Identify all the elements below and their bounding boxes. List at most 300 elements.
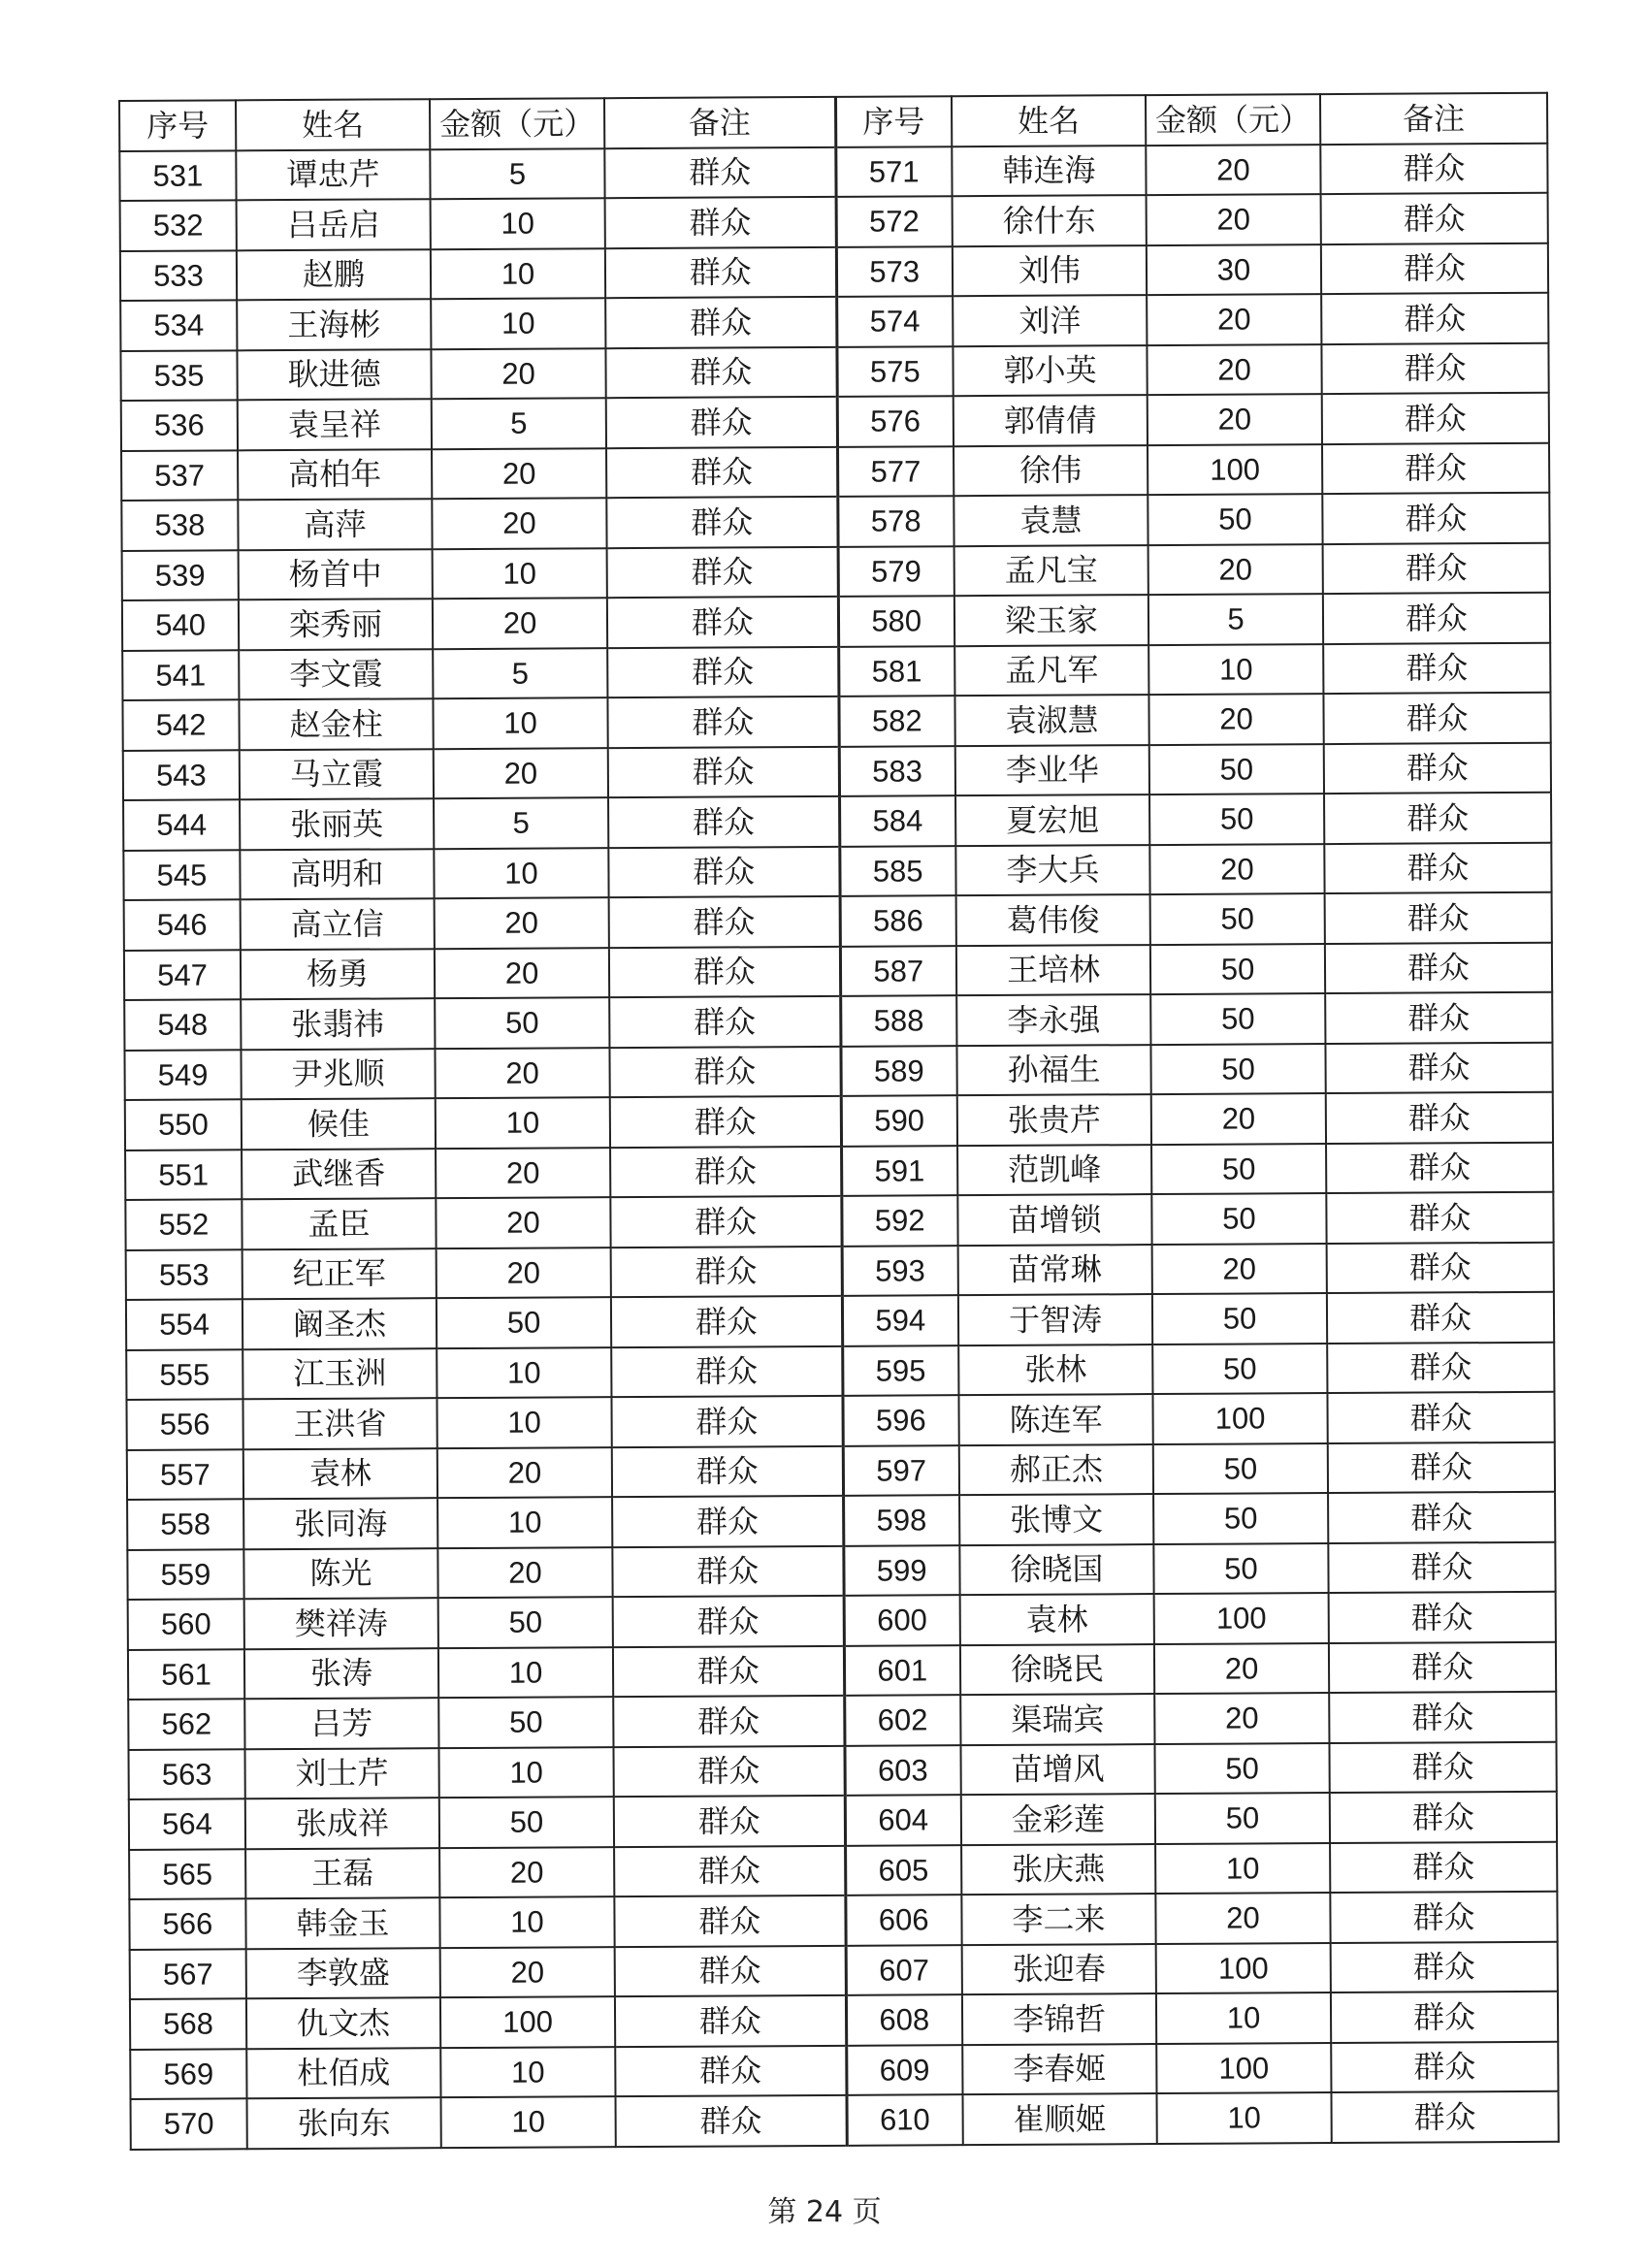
table-row xyxy=(124,992,1552,1051)
remark-cell: 群众 xyxy=(1321,293,1548,344)
amount-cell: 10 xyxy=(1148,644,1323,696)
remark-cell: 群众 xyxy=(1322,393,1549,444)
amount-cell: 50 xyxy=(438,1597,613,1648)
amount-cell: 20 xyxy=(1152,1244,1327,1295)
name-cell: 陈连军 xyxy=(958,1394,1152,1445)
name-cell: 张丽英 xyxy=(240,798,434,850)
serial-number-cell: 570 xyxy=(131,2098,247,2149)
serial-number-cell: 582 xyxy=(838,696,954,746)
remark-cell: 群众 xyxy=(1322,442,1549,494)
amount-cell: 20 xyxy=(435,897,609,949)
name-cell: 刘洋 xyxy=(953,295,1147,346)
serial-number-cell: 587 xyxy=(840,946,956,996)
remark-cell: 群众 xyxy=(609,1046,840,1097)
table-row xyxy=(124,1042,1552,1100)
name-cell: 李锦哲 xyxy=(962,1993,1156,2045)
serial-number-cell: 564 xyxy=(129,1798,245,1849)
remark-cell: 群众 xyxy=(614,1796,845,1847)
name-cell: 李二来 xyxy=(961,1894,1155,1945)
name-cell: 苗增风 xyxy=(960,1744,1154,1796)
name-cell: 苗增锁 xyxy=(957,1194,1151,1246)
table-row xyxy=(122,542,1550,600)
remark-cell: 群众 xyxy=(605,246,836,298)
name-cell: 张林 xyxy=(958,1345,1152,1396)
serial-number-cell: 538 xyxy=(121,500,238,550)
amount-cell: 50 xyxy=(439,1797,614,1848)
serial-number-cell: 566 xyxy=(129,1898,245,1949)
amount-cell: 10 xyxy=(431,298,605,349)
table-row xyxy=(125,1092,1553,1150)
amount-cell: 20 xyxy=(432,448,606,500)
remark-cell: 群众 xyxy=(615,1995,846,2047)
serial-number-cell: 591 xyxy=(841,1146,957,1196)
name-cell: 栾秀丽 xyxy=(239,599,433,650)
amount-cell: 50 xyxy=(1150,993,1325,1045)
amount-cell: 10 xyxy=(438,1747,613,1798)
name-cell: 张同海 xyxy=(243,1498,437,1549)
header-cell: 备注 xyxy=(1320,93,1547,145)
remark-cell: 群众 xyxy=(605,346,836,398)
serial-number-cell: 603 xyxy=(844,1745,960,1796)
remark-cell: 群众 xyxy=(1320,143,1547,194)
remark-cell: 群众 xyxy=(1323,542,1550,594)
remark-cell: 群众 xyxy=(1323,593,1550,644)
remark-cell: 群众 xyxy=(1330,1841,1557,1893)
table-row xyxy=(120,193,1548,251)
serial-number-cell: 580 xyxy=(838,596,954,646)
name-cell: 徐什东 xyxy=(953,195,1147,246)
serial-number-cell: 552 xyxy=(125,1199,242,1249)
table-row xyxy=(131,2091,1559,2150)
serial-number-cell: 560 xyxy=(128,1599,244,1649)
amount-cell: 20 xyxy=(1151,1093,1326,1145)
header-cell: 姓名 xyxy=(952,95,1146,146)
remark-cell: 群众 xyxy=(1325,992,1552,1044)
header-cell: 金额（元） xyxy=(430,98,604,149)
amount-cell: 20 xyxy=(440,1947,615,1998)
amount-cell: 30 xyxy=(1147,244,1321,296)
serial-number-cell: 609 xyxy=(846,2045,962,2095)
amount-cell: 20 xyxy=(431,348,605,400)
name-cell: 张贵芹 xyxy=(957,1094,1151,1146)
remark-cell: 群众 xyxy=(1327,1392,1554,1443)
table-header-row xyxy=(119,93,1547,151)
remark-cell: 群众 xyxy=(1329,1641,1556,1693)
header-cell: 序号 xyxy=(119,100,236,150)
amount-cell: 100 xyxy=(1148,444,1322,496)
name-cell: 马立霞 xyxy=(240,749,434,800)
amount-cell: 20 xyxy=(1155,1893,1330,1944)
amount-cell: 20 xyxy=(435,948,609,999)
serial-number-cell: 588 xyxy=(840,995,956,1046)
serial-number-cell: 558 xyxy=(127,1499,243,1549)
serial-number-cell: 575 xyxy=(836,346,953,397)
table-row xyxy=(128,1741,1556,1799)
serial-number-cell: 567 xyxy=(130,1949,246,1999)
name-cell: 高柏年 xyxy=(238,449,432,501)
serial-number-cell: 599 xyxy=(843,1545,959,1596)
remark-cell: 群众 xyxy=(612,1545,843,1597)
amount-cell: 50 xyxy=(1151,1144,1326,1195)
remark-cell: 群众 xyxy=(613,1696,844,1747)
name-cell: 王洪省 xyxy=(242,1398,436,1449)
name-cell: 赵金柱 xyxy=(239,698,433,750)
remark-cell: 群众 xyxy=(606,446,837,498)
serial-number-cell: 601 xyxy=(844,1645,960,1696)
serial-number-cell: 559 xyxy=(127,1549,243,1600)
remark-cell: 群众 xyxy=(614,1895,845,1947)
serial-number-cell: 531 xyxy=(119,150,236,201)
name-cell: 李大兵 xyxy=(955,845,1149,896)
remark-cell: 群众 xyxy=(607,646,838,697)
table-row xyxy=(130,1992,1558,2050)
amount-cell: 10 xyxy=(437,1497,612,1548)
name-cell: 赵鹏 xyxy=(237,249,431,301)
name-cell: 王海彬 xyxy=(237,299,431,350)
remark-cell: 群众 xyxy=(611,1345,842,1397)
amount-cell: 10 xyxy=(1156,2092,1331,2144)
name-cell: 樊祥涛 xyxy=(244,1598,438,1649)
remark-cell: 群众 xyxy=(606,397,837,448)
serial-number-cell: 539 xyxy=(122,550,239,600)
serial-number-cell: 563 xyxy=(128,1749,244,1799)
serial-number-cell: 536 xyxy=(121,400,238,450)
amount-cell: 10 xyxy=(431,248,605,300)
name-cell: 候佳 xyxy=(242,1098,436,1150)
table-row xyxy=(126,1292,1554,1350)
serial-number-cell: 533 xyxy=(120,250,237,301)
name-cell: 杨首中 xyxy=(239,549,433,600)
amount-cell: 10 xyxy=(433,697,607,749)
amount-cell: 50 xyxy=(1149,794,1324,845)
table-row xyxy=(122,693,1550,751)
remark-cell: 群众 xyxy=(608,746,839,797)
amount-cell: 20 xyxy=(437,1447,612,1499)
serial-number-cell: 557 xyxy=(127,1449,243,1500)
serial-number-cell: 569 xyxy=(130,2049,246,2099)
remark-cell: 群众 xyxy=(1321,342,1548,394)
amount-cell: 50 xyxy=(438,1697,613,1748)
amount-cell: 5 xyxy=(1148,594,1323,645)
remark-cell: 群众 xyxy=(1323,693,1550,744)
remark-cell: 群众 xyxy=(612,1445,843,1497)
remark-cell: 群众 xyxy=(1325,892,1552,944)
table-row xyxy=(121,493,1549,551)
amount-cell: 50 xyxy=(1150,1044,1325,1095)
serial-number-cell: 565 xyxy=(129,1849,245,1899)
amount-cell: 10 xyxy=(1155,1843,1330,1895)
name-cell: 苗常琳 xyxy=(958,1245,1152,1296)
name-cell: 王培林 xyxy=(956,945,1150,996)
table-row xyxy=(124,942,1552,1000)
amount-cell: 10 xyxy=(436,1397,611,1448)
remark-cell: 群众 xyxy=(604,146,835,198)
amount-cell: 10 xyxy=(434,848,608,899)
name-cell: 徐晓国 xyxy=(959,1544,1153,1596)
serial-number-cell: 545 xyxy=(123,850,240,900)
remark-cell: 群众 xyxy=(1324,793,1551,844)
amount-cell: 20 xyxy=(436,1247,611,1299)
remark-cell: 群众 xyxy=(613,1596,844,1647)
amount-cell: 50 xyxy=(1150,944,1325,995)
serial-number-cell: 581 xyxy=(838,646,954,697)
header-cell: 金额（元） xyxy=(1146,94,1320,146)
table-row xyxy=(125,1142,1553,1200)
name-cell: 武继香 xyxy=(242,1149,436,1200)
amount-cell: 20 xyxy=(432,498,606,549)
remark-cell: 群众 xyxy=(608,846,839,897)
remark-cell: 群众 xyxy=(611,1396,842,1447)
name-cell: 李文霞 xyxy=(239,649,433,700)
name-cell: 张翡祎 xyxy=(241,998,435,1050)
amount-cell: 20 xyxy=(1154,1643,1329,1695)
table-row xyxy=(127,1442,1555,1500)
table-row xyxy=(123,793,1551,851)
name-cell: 杜佰成 xyxy=(246,2048,440,2099)
amount-cell: 10 xyxy=(440,2047,615,2098)
name-cell: 袁林 xyxy=(960,1594,1154,1645)
table-row xyxy=(119,143,1547,201)
table-row xyxy=(130,2041,1558,2099)
amount-cell: 20 xyxy=(1147,294,1321,345)
remark-cell: 群众 xyxy=(610,1096,841,1148)
name-cell: 陈光 xyxy=(243,1548,437,1600)
amount-cell: 20 xyxy=(1149,844,1324,895)
name-cell: 张涛 xyxy=(244,1648,438,1700)
table-row xyxy=(129,1792,1557,1850)
amount-cell: 20 xyxy=(433,598,607,649)
remark-cell: 群众 xyxy=(1325,1042,1552,1093)
amount-cell: 50 xyxy=(1149,744,1324,795)
remark-cell: 群众 xyxy=(1328,1492,1555,1543)
name-cell: 张向东 xyxy=(247,2097,441,2149)
amount-cell: 10 xyxy=(441,2096,616,2148)
amount-cell: 20 xyxy=(439,1847,614,1898)
amount-cell: 50 xyxy=(1151,1193,1326,1245)
table-row xyxy=(129,1841,1557,1899)
name-cell: 江玉洲 xyxy=(242,1348,436,1400)
table-row xyxy=(121,393,1549,451)
serial-number-cell: 585 xyxy=(839,846,955,896)
name-cell: 郭小英 xyxy=(953,345,1147,397)
donation-list-sheet xyxy=(118,92,1558,2151)
table-row xyxy=(124,892,1552,951)
table-row xyxy=(125,1192,1553,1250)
serial-number-cell: 593 xyxy=(842,1246,958,1296)
name-cell: 高明和 xyxy=(240,849,434,900)
serial-number-cell: 556 xyxy=(126,1399,242,1449)
remark-cell: 群众 xyxy=(609,996,840,1048)
name-cell: 夏宏旭 xyxy=(955,794,1149,846)
name-cell: 张迎春 xyxy=(962,1944,1156,1995)
name-cell: 袁慧 xyxy=(954,495,1148,546)
amount-cell: 50 xyxy=(1148,494,1322,545)
name-cell: 王磊 xyxy=(245,1848,439,1899)
name-cell: 高立信 xyxy=(241,898,435,950)
amount-cell: 5 xyxy=(432,398,606,449)
name-cell: 金彩莲 xyxy=(961,1794,1155,1845)
serial-number-cell: 610 xyxy=(846,2094,962,2145)
serial-number-cell: 546 xyxy=(124,899,241,950)
name-cell: 阚圣杰 xyxy=(242,1298,436,1349)
serial-number-cell: 606 xyxy=(845,1895,961,1945)
serial-number-cell: 577 xyxy=(837,446,954,497)
donation-table xyxy=(118,92,1560,2151)
remark-cell: 群众 xyxy=(1329,1692,1556,1743)
table-row xyxy=(127,1541,1555,1600)
amount-cell: 50 xyxy=(435,997,609,1049)
name-cell: 徐晓民 xyxy=(960,1644,1154,1696)
name-cell: 葛伟俊 xyxy=(956,894,1150,946)
amount-cell: 5 xyxy=(433,648,607,699)
remark-cell: 群众 xyxy=(605,297,836,348)
remark-cell: 群众 xyxy=(607,697,838,748)
remark-cell: 群众 xyxy=(609,946,840,997)
amount-cell: 10 xyxy=(439,1896,614,1948)
serial-number-cell: 579 xyxy=(838,546,954,597)
name-cell: 徐伟 xyxy=(954,445,1148,497)
name-cell: 韩金玉 xyxy=(245,1897,439,1949)
serial-number-cell: 595 xyxy=(842,1345,958,1396)
name-cell: 纪正军 xyxy=(242,1248,436,1300)
serial-number-cell: 535 xyxy=(120,350,237,401)
amount-cell: 20 xyxy=(436,1197,610,1248)
name-cell: 崔顺姬 xyxy=(962,2093,1156,2145)
remark-cell: 群众 xyxy=(1324,742,1551,794)
page-number: 第 24 页 xyxy=(767,2195,882,2229)
table-row xyxy=(122,642,1550,700)
amount-cell: 5 xyxy=(434,797,608,849)
serial-number-cell: 605 xyxy=(845,1845,961,1895)
serial-number-cell: 602 xyxy=(844,1695,960,1745)
amount-cell: 50 xyxy=(1154,1743,1329,1795)
amount-cell: 100 xyxy=(1154,1593,1329,1644)
name-cell: 仇文杰 xyxy=(246,1997,440,2049)
remark-cell: 群众 xyxy=(1326,1142,1553,1193)
serial-number-cell: 590 xyxy=(841,1095,957,1146)
serial-number-cell: 543 xyxy=(123,750,240,800)
name-cell: 李敦盛 xyxy=(246,1948,440,1999)
name-cell: 孟凡宝 xyxy=(954,545,1148,597)
serial-number-cell: 542 xyxy=(122,699,239,750)
name-cell: 耿进德 xyxy=(237,349,431,401)
remark-cell: 群众 xyxy=(613,1745,844,1797)
serial-number-cell: 598 xyxy=(843,1495,959,1545)
serial-number-cell: 562 xyxy=(128,1699,244,1749)
serial-number-cell: 576 xyxy=(837,396,954,446)
serial-number-cell: 537 xyxy=(121,450,238,501)
amount-cell: 10 xyxy=(1156,1993,1331,2044)
remark-cell: 群众 xyxy=(613,1645,844,1697)
amount-cell: 20 xyxy=(436,1148,610,1199)
amount-cell: 20 xyxy=(434,748,608,799)
serial-number-cell: 555 xyxy=(126,1349,242,1400)
amount-cell: 50 xyxy=(1153,1543,1328,1595)
amount-cell: 20 xyxy=(1148,544,1323,596)
remark-cell: 群众 xyxy=(607,546,838,598)
amount-cell: 20 xyxy=(1148,694,1323,745)
serial-number-cell: 532 xyxy=(120,200,237,250)
table-row xyxy=(126,1392,1554,1450)
serial-number-cell: 544 xyxy=(123,799,240,850)
serial-number-cell: 554 xyxy=(126,1299,242,1349)
serial-number-cell: 596 xyxy=(842,1395,958,1445)
table-row xyxy=(129,1892,1557,1950)
serial-number-cell: 583 xyxy=(839,746,955,796)
name-cell: 郭倩倩 xyxy=(954,395,1148,446)
serial-number-cell: 568 xyxy=(130,1998,246,2049)
serial-number-cell: 551 xyxy=(125,1150,242,1200)
amount-cell: 100 xyxy=(1156,1943,1331,1994)
serial-number-cell: 584 xyxy=(839,795,955,846)
name-cell: 袁林 xyxy=(243,1448,437,1500)
name-cell: 袁淑慧 xyxy=(954,695,1148,746)
remark-cell: 群众 xyxy=(614,1845,845,1896)
amount-cell: 10 xyxy=(436,1097,610,1149)
name-cell: 韩连海 xyxy=(952,146,1146,197)
serial-number-cell: 540 xyxy=(122,599,239,650)
name-cell: 梁玉家 xyxy=(954,595,1148,646)
remark-cell: 群众 xyxy=(1331,1992,1558,2043)
name-cell: 刘伟 xyxy=(953,245,1147,297)
table-row xyxy=(126,1242,1554,1300)
amount-cell: 10 xyxy=(438,1647,613,1699)
remark-cell: 群众 xyxy=(615,1945,846,1996)
remark-cell: 群众 xyxy=(1331,1941,1558,1993)
amount-cell: 20 xyxy=(1147,344,1321,396)
name-cell: 孙福生 xyxy=(956,1045,1150,1096)
serial-number-cell: 586 xyxy=(840,895,956,946)
serial-number-cell: 597 xyxy=(843,1445,959,1496)
name-cell: 高萍 xyxy=(238,499,432,550)
serial-number-cell: 534 xyxy=(120,300,237,350)
remark-cell: 群众 xyxy=(1328,1442,1555,1493)
serial-number-cell: 561 xyxy=(128,1649,244,1700)
table-row xyxy=(127,1492,1555,1550)
table-row xyxy=(128,1692,1556,1750)
remark-cell: 群众 xyxy=(1322,493,1549,544)
remark-cell: 群众 xyxy=(1323,642,1550,694)
remark-cell: 群众 xyxy=(1329,1741,1556,1793)
amount-cell: 100 xyxy=(1152,1393,1327,1444)
remark-cell: 群众 xyxy=(1325,942,1552,993)
amount-cell: 50 xyxy=(1153,1443,1328,1495)
amount-cell: 20 xyxy=(1148,394,1322,445)
serial-number-cell: 578 xyxy=(837,496,954,546)
serial-number-cell: 571 xyxy=(835,146,952,197)
name-cell: 李春姬 xyxy=(962,2044,1156,2095)
serial-number-cell: 589 xyxy=(840,1046,956,1096)
remark-cell: 群众 xyxy=(612,1496,843,1547)
table-row xyxy=(123,842,1551,900)
name-cell: 杨勇 xyxy=(241,949,435,1000)
remark-cell: 群众 xyxy=(1324,842,1551,893)
remark-cell: 群众 xyxy=(1329,1592,1556,1643)
name-cell: 袁呈祥 xyxy=(238,399,432,450)
name-cell: 张庆燕 xyxy=(961,1844,1155,1895)
name-cell: 孟凡军 xyxy=(954,645,1148,697)
remark-cell: 群众 xyxy=(611,1296,842,1347)
remark-cell: 群众 xyxy=(1327,1292,1554,1344)
remark-cell: 群众 xyxy=(616,2095,847,2147)
remark-cell: 群众 xyxy=(606,497,837,548)
remark-cell: 群众 xyxy=(1331,2091,1558,2143)
serial-number-cell: 607 xyxy=(846,1945,962,1995)
table-row xyxy=(120,342,1548,401)
remark-cell: 群众 xyxy=(1331,2041,1558,2092)
name-cell: 刘士芹 xyxy=(244,1748,438,1799)
name-cell: 吕芳 xyxy=(244,1698,438,1749)
